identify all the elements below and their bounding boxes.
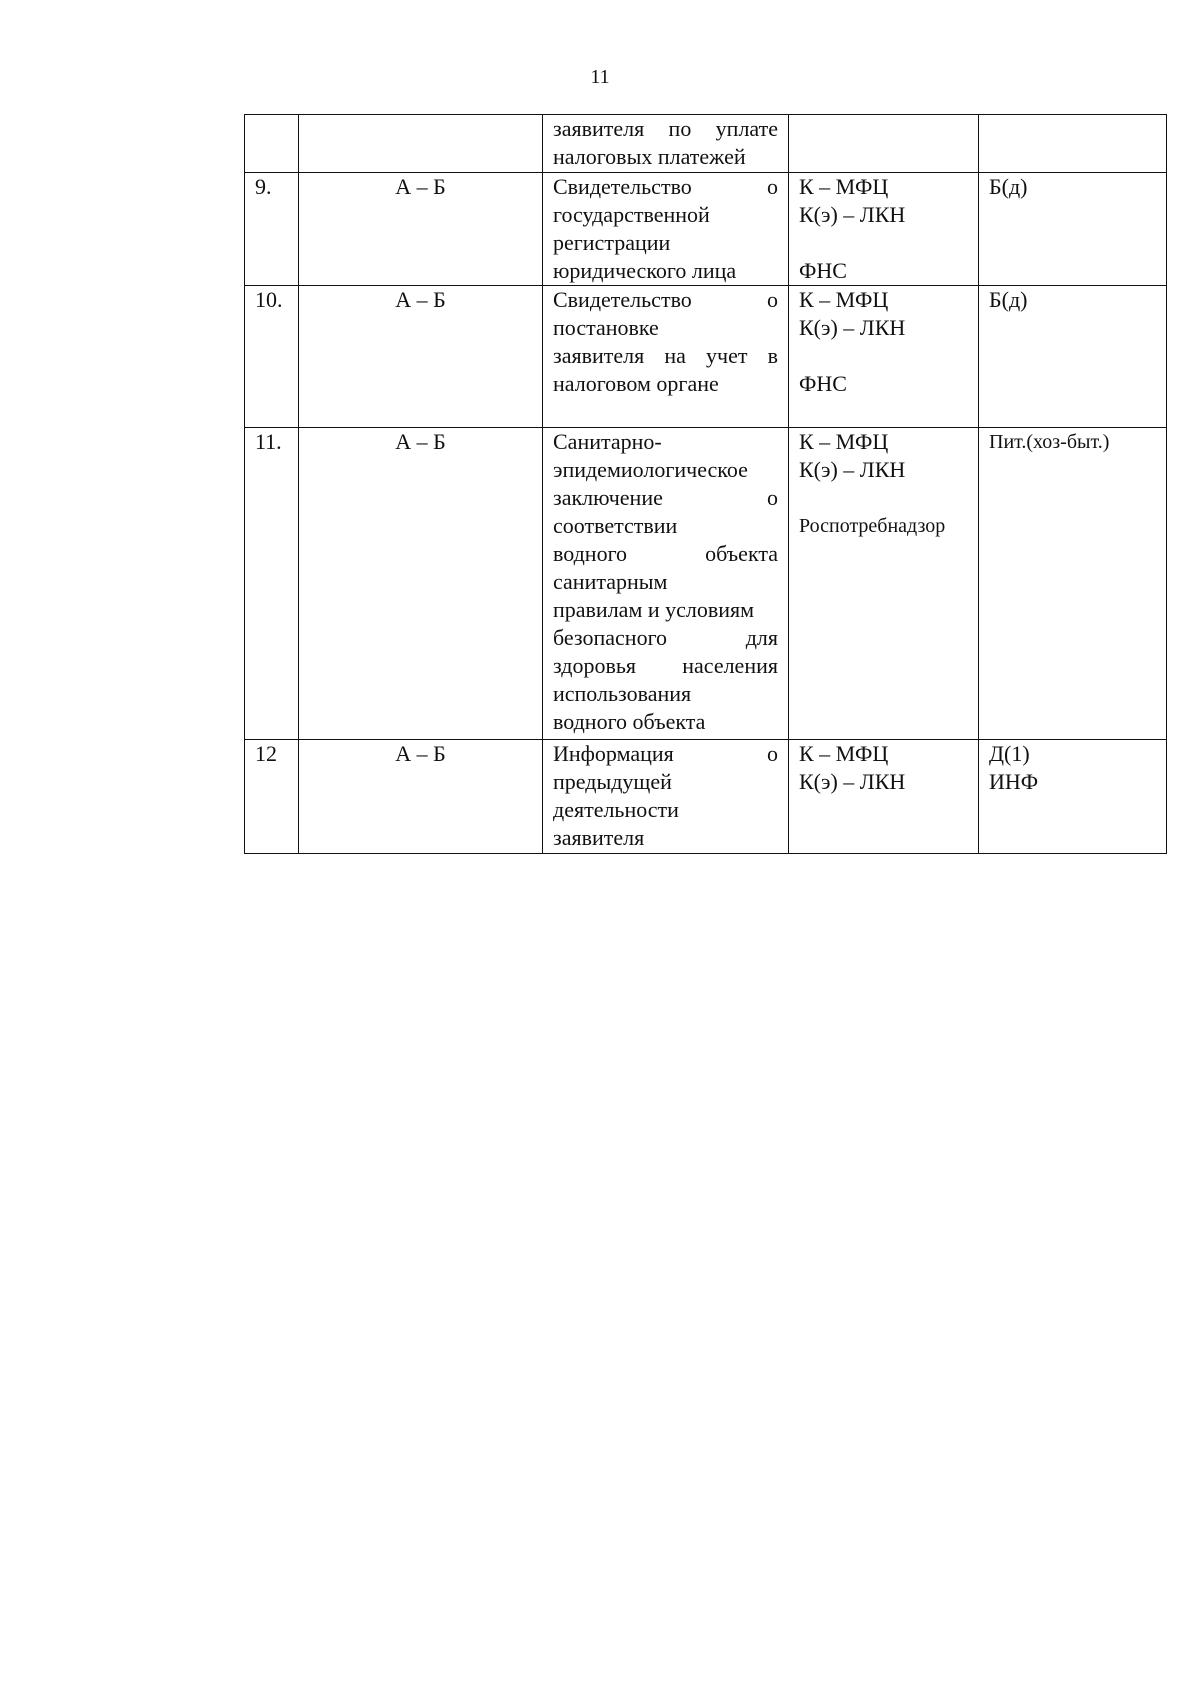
- document-line: Санитарно-: [553, 429, 662, 454]
- document-line: юридического лица: [553, 258, 737, 283]
- cell-document: [543, 740, 789, 854]
- cell-num: 11.: [245, 428, 299, 740]
- source-ke: К(э) – ЛКН: [799, 315, 906, 340]
- cell-num: 12: [245, 740, 299, 854]
- cell-type: [979, 428, 1167, 740]
- cell-code: А – Б: [299, 740, 543, 854]
- type-line: Д(1): [989, 741, 1030, 766]
- cell-source: [789, 173, 979, 286]
- document-line: санитарным: [553, 569, 668, 594]
- document-line: регистрации: [553, 230, 671, 255]
- document-line: заключение о: [553, 485, 778, 510]
- document-line: Свидетельство о: [553, 174, 778, 199]
- cell-document: [543, 115, 789, 173]
- source-k: К – МФЦ: [799, 174, 889, 199]
- cell-type: [979, 115, 1167, 173]
- cell-num: 9.: [245, 173, 299, 286]
- source-ke: К(э) – ЛКН: [799, 457, 906, 482]
- cell-num: 10.: [245, 286, 299, 428]
- cell-document: [543, 286, 789, 428]
- document-line: предыдущей: [553, 769, 672, 794]
- cell-code: А – Б: [299, 286, 543, 428]
- document-line: деятельности: [553, 797, 679, 822]
- document-line: безопасного для: [553, 625, 778, 650]
- type-line: Б(д): [989, 287, 1028, 312]
- cell-type: [979, 740, 1167, 854]
- table-row: [245, 286, 1167, 428]
- document-line: водного объекта: [553, 709, 706, 734]
- cell-document: [543, 428, 789, 740]
- document-line: постановке: [553, 315, 659, 340]
- source-k: К – МФЦ: [799, 429, 889, 454]
- cell-document: [543, 173, 789, 286]
- type-line: Б(д): [989, 174, 1028, 199]
- source-ke: К(э) – ЛКН: [799, 769, 906, 794]
- document-line: заявителя на учет в: [553, 343, 778, 368]
- document-line: соответствии: [553, 513, 678, 538]
- cell-code: [299, 115, 543, 173]
- cell-code: А – Б: [299, 173, 543, 286]
- table-row: [245, 740, 1167, 854]
- cell-type: [979, 286, 1167, 428]
- document-line: налоговых платежей: [553, 144, 746, 169]
- document-line: государственной: [553, 202, 710, 227]
- cell-source: [789, 740, 979, 854]
- cell-source: [789, 286, 979, 428]
- document-line: эпидемиологическое: [553, 457, 748, 482]
- cell-code: А – Б: [299, 428, 543, 740]
- document-line: налоговом органе: [553, 371, 719, 396]
- source-agency: ФНС: [799, 371, 847, 396]
- document-line: заявителя: [553, 825, 645, 850]
- table-row-continuation: [245, 115, 1167, 173]
- type-line: ИНФ: [989, 769, 1039, 794]
- source-agency: ФНС: [799, 258, 847, 283]
- document-line: правилам и условиям: [553, 597, 755, 622]
- cell-type: [979, 173, 1167, 286]
- type-line: Пит.(хоз-быт.): [989, 431, 1110, 453]
- cell-source: [789, 115, 979, 173]
- table-row: [245, 428, 1167, 740]
- source-k: К – МФЦ: [799, 287, 889, 312]
- documents-table: [244, 114, 1167, 854]
- cell-num: [245, 115, 299, 173]
- document-line: водного объекта: [553, 541, 778, 566]
- page-number: 11: [590, 66, 610, 88]
- document-line: заявителя по уплате: [553, 116, 778, 141]
- source-k: К – МФЦ: [799, 741, 889, 766]
- document-line: здоровья населения: [553, 653, 778, 678]
- table-row: [245, 173, 1167, 286]
- source-agency: Роспотребнадзор: [799, 515, 946, 537]
- document-line: Информация о: [553, 741, 778, 766]
- source-ke: К(э) – ЛКН: [799, 202, 906, 227]
- cell-source: [789, 428, 979, 740]
- document-line: Свидетельство о: [553, 287, 778, 312]
- document-line: использования: [553, 681, 692, 706]
